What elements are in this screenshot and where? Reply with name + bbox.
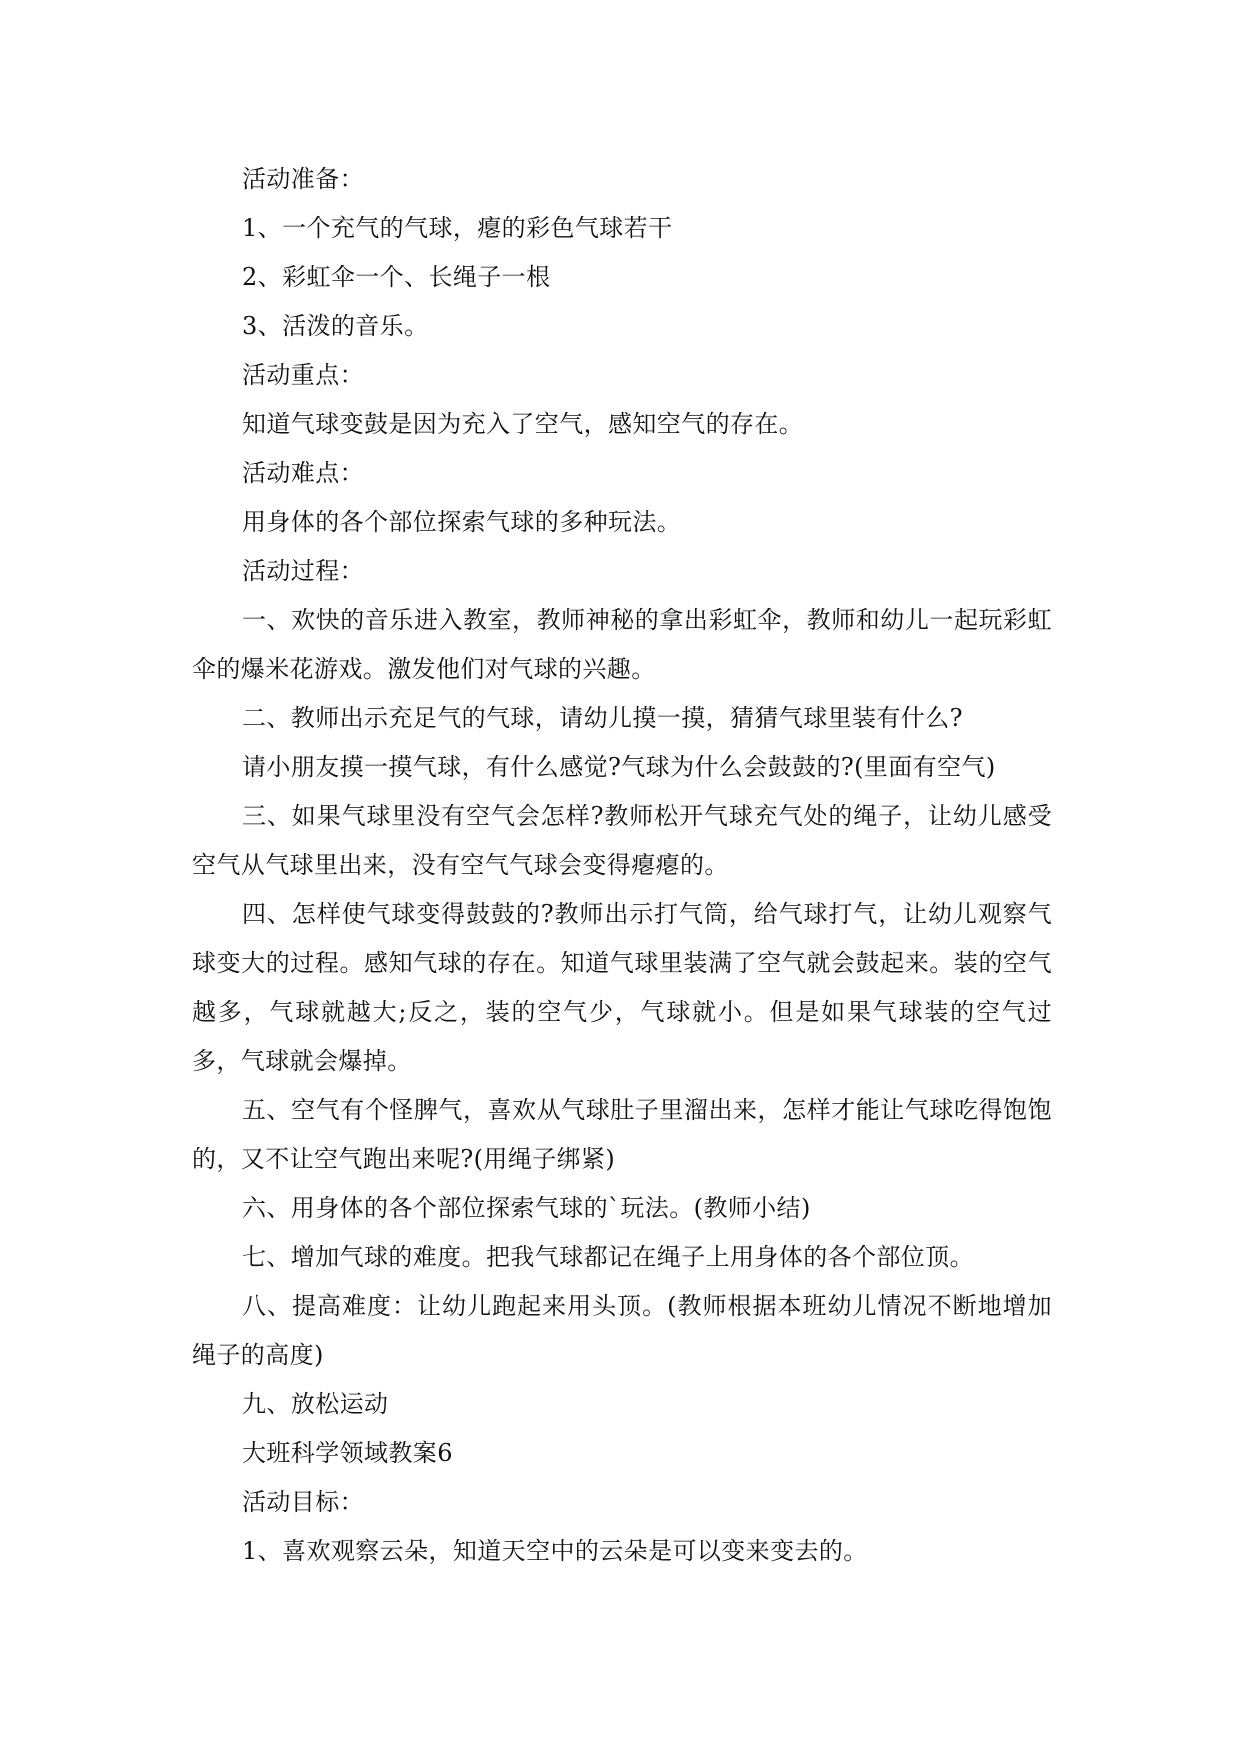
- list-item: 1、喜欢观察云朵，知道天空中的云朵是可以变来变去的。: [242, 1537, 868, 1565]
- process-step: 九、放松运动: [242, 1390, 389, 1418]
- process-step: 六、用身体的各个部位探索气球的`玩法。(教师小结): [242, 1194, 811, 1222]
- process-step: 四、怎样使气球变得鼓鼓的?教师出示打气筒，给气球打气，让幼儿观察气球变大的过程。感知气球的存在。知道气球里装满了空气就会鼓起来。装的空气越多，气球就越大;反之，装的空气少，气球就小。但是如果气球装的空气过多，气球就会爆掉。: [192, 900, 1052, 1075]
- process-step: 三、如果气球里没有空气会怎样?教师松开气球充气处的绳子，让幼儿感受空气从气球里出来，没有空气气球会变得瘪瘪的。: [192, 802, 1052, 879]
- section-heading-objectives: 活动目标：: [242, 1488, 364, 1516]
- section-heading-key-point: 活动重点：: [242, 361, 364, 389]
- document-body: [192, 155, 1052, 1576]
- lesson-plan-title: 大班科学领域教案6: [242, 1439, 453, 1467]
- list-item: 3、活泼的音乐。: [242, 312, 429, 340]
- body-paragraph: 用身体的各个部位探索气球的多种玩法。: [242, 508, 682, 536]
- list-item: 2、彩虹伞一个、长绳子一根: [242, 263, 551, 291]
- section-heading-preparation: 活动准备：: [242, 165, 364, 193]
- body-paragraph: 知道气球变鼓是因为充入了空气，感知空气的存在。: [242, 410, 804, 438]
- section-heading-difficulty: 活动难点：: [242, 459, 364, 487]
- section-heading-process: 活动过程：: [242, 557, 364, 585]
- process-step: 七、增加气球的难度。把我气球都记在绳子上用身体的各个部位顶。: [242, 1243, 974, 1271]
- process-step: 八、提高难度：让幼儿跑起来用头顶。(教师根据本班幼儿情况不断地增加绳子的高度): [192, 1292, 1052, 1369]
- body-paragraph: 请小朋友摸一摸气球，有什么感觉?气球为什么会鼓鼓的?(里面有空气): [242, 753, 996, 781]
- process-step: 二、教师出示充足气的气球，请幼儿摸一摸，猜猜气球里装有什么?: [242, 704, 963, 732]
- process-step: 一、欢快的音乐进入教室，教师神秘的拿出彩虹伞，教师和幼儿一起玩彩虹伞的爆米花游戏。激发他们对气球的兴趣。: [192, 606, 1052, 683]
- list-item: 1、一个充气的气球，瘪的彩色气球若干: [242, 214, 673, 242]
- process-step: 五、空气有个怪脾气，喜欢从气球肚子里溜出来，怎样才能让气球吃得饱饱的，又不让空气跑出来呢?(用绳子绑紧): [192, 1096, 1052, 1173]
